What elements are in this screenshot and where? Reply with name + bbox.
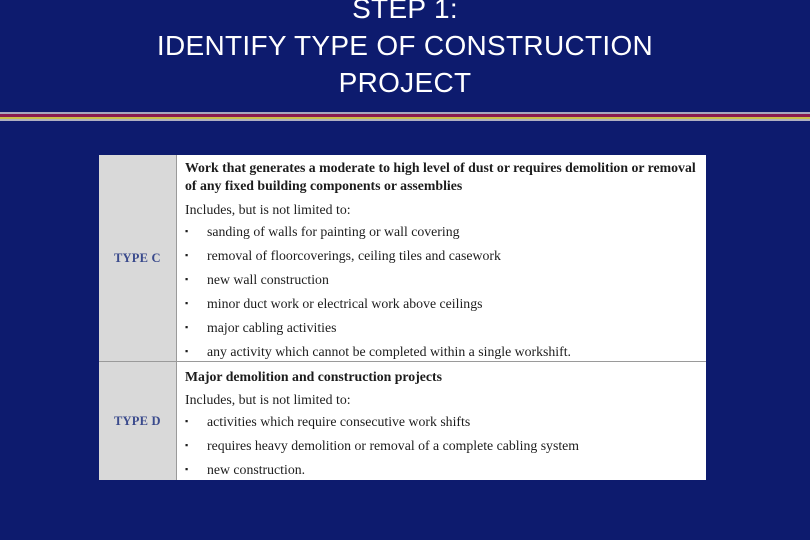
type-d-description (177, 362, 706, 480)
list-item (185, 317, 700, 341)
list-item (185, 221, 700, 245)
list-item (185, 341, 700, 365)
bullet-icon: ▪ (185, 226, 189, 236)
list-item (185, 411, 700, 435)
title-line-1: STEP 1: (352, 0, 458, 24)
list-item-text: new construction. (207, 461, 306, 477)
list-item-text: minor duct work or electrical work above ceilings (207, 295, 483, 311)
type-c-heading: Work that generates a moderate to high level of dust or requires demolition or removal of any fixed building components or assemblies (185, 160, 696, 193)
bullet-icon: ▪ (185, 416, 189, 426)
bullet-icon: ▪ (185, 297, 189, 308)
bullet-icon: ▪ (185, 273, 189, 284)
title-line-3: PROJECT (338, 67, 472, 98)
type-d-intro: Includes, but is not limited to: (185, 392, 351, 407)
type-c-intro: Includes, but is not limited to: (185, 202, 351, 217)
list-item-text: new wall construction (207, 271, 329, 287)
list-item-text: requires heavy demolition or removal of a complete cabling system (207, 437, 580, 453)
list-item-text: removal of floorcoverings, ceiling tiles and casework (207, 247, 501, 263)
type-c-description (177, 155, 706, 362)
list-item-text: sanding of walls for painting or wall covering (207, 224, 460, 239)
list-item (185, 293, 700, 317)
list-item-text: any activity which cannot be completed within a single workshift. (207, 343, 571, 359)
slide-title (0, 0, 810, 101)
type-d-heading: Major demolition and construction projects (185, 369, 443, 384)
type-c-bullet-list (185, 221, 700, 364)
bullet-icon: ▪ (185, 345, 189, 356)
bullet-icon: ▪ (185, 439, 189, 450)
bullet-icon: ▪ (185, 249, 189, 260)
list-item (185, 435, 700, 459)
title-divider-line (0, 119, 810, 121)
list-item-text: activities which require consecutive work shifts (207, 414, 471, 429)
list-item-text: major cabling activities (207, 319, 337, 335)
type-c-label: TYPE C (99, 155, 177, 362)
type-d-bullet-list (185, 411, 700, 483)
construction-type-table (99, 155, 706, 480)
list-item (185, 245, 700, 269)
type-d-label: TYPE D (99, 362, 177, 480)
bullet-icon: ▪ (185, 463, 189, 474)
list-item (185, 459, 700, 483)
list-item (185, 269, 700, 293)
title-line-2: IDENTIFY TYPE OF CONSTRUCTION (156, 30, 654, 61)
bullet-icon: ▪ (185, 321, 189, 332)
